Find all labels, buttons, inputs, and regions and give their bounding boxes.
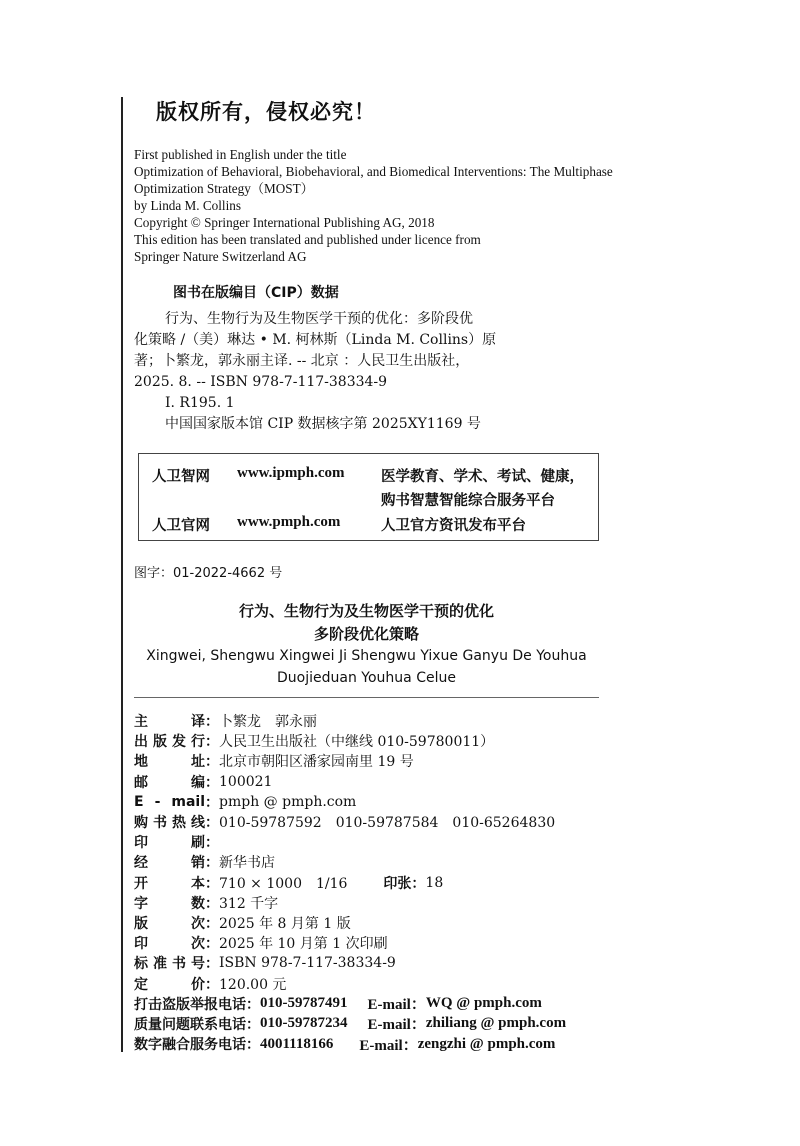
- quality-email-label: E-mail：: [367, 1017, 426, 1034]
- info-row-digital: [134, 1034, 566, 1054]
- quality-label: 质量问题联系电话：: [134, 1016, 260, 1033]
- info-row-piracy: [134, 994, 566, 1014]
- original-line: by Linda M. Collins: [134, 198, 241, 213]
- piracy-email-label: E-mail：: [367, 997, 426, 1014]
- divider: [134, 697, 599, 698]
- translators: 卜繁龙 郭永丽: [219, 714, 317, 731]
- copyright-registration: 图字：01-2022-4662 号: [134, 566, 283, 581]
- website-url: www.pmph.com: [237, 514, 341, 530]
- info-row-publisher: 出 版 发 行 ： 人民卫生出版社（中继线 010-59780011）: [134, 731, 566, 751]
- info-row-price: 定 价 ： 120.00 元: [134, 973, 566, 993]
- book-title-pinyin: Xingwei, Shengwu Xingwei Ji Shengwu Yixue Ganyu De Youhua: [146, 648, 587, 664]
- cip-heading: 图书在版编目（CIP）数据: [173, 285, 339, 301]
- info-row-email: E - mail ： pmph @ pmph.com: [134, 793, 357, 811]
- words: 312 千字: [219, 895, 279, 912]
- website-desc: 医学教育、学术、考试、健康，: [381, 469, 584, 485]
- info-row-quality: [134, 1014, 566, 1034]
- cip-line: 著；卜繁龙，郭永丽主译. -- 北京 ：人民卫生出版社，: [134, 353, 470, 369]
- quality-email: zhiliang @ pmph.com: [425, 1015, 567, 1032]
- cip-line: 行为、生物行为及生物医学干预的优化：多阶段优: [165, 311, 473, 327]
- info-row-hotline: 购 书 热 线 ： 010-59787592 010-59787584 010-65264830: [134, 812, 566, 832]
- digital-label: 数字融合服务电话：: [134, 1037, 260, 1054]
- info-row-address: 地 址 ： 北京市朝阳区潘家园南里 19 号: [134, 751, 566, 771]
- book-subtitle-cn: 多阶段优化策略: [313, 625, 419, 643]
- info-row-translators: 主 译 ： 卜繁龙 郭永丽: [134, 711, 566, 731]
- publication-info: [134, 711, 566, 1054]
- cip-line: 中国国家版本馆 CIP 数据核字第 2025XY1169 号: [165, 416, 481, 432]
- original-line: This edition has been translated and published under licence from: [134, 232, 481, 247]
- piracy-email: WQ @ pmph.com: [425, 995, 542, 1012]
- cip-line: 化策略 /（美）琳达 • M. 柯林斯（Linda M. Collins）原: [134, 332, 497, 348]
- book-title-cn: 行为、生物行为及生物医学干预的优化: [238, 602, 494, 620]
- original-edition-block: [134, 146, 613, 265]
- info-row-format: 开 本 ： 710 × 1000 1/16 印张： 18: [134, 874, 444, 892]
- email: pmph @ pmph.com: [219, 793, 357, 810]
- sheets: 18: [425, 874, 444, 891]
- piracy-label: 打击盗版举报电话：: [134, 996, 260, 1013]
- website-name: 人卫智网: [152, 469, 210, 485]
- info-row-printing: 印 刷 ：: [134, 835, 219, 852]
- piracy-phone: 010-59787491: [260, 995, 348, 1012]
- cip-line: 2025. 8. -- ISBN 978-7-117-38334-9: [134, 374, 388, 390]
- distributor: 新华书店: [219, 855, 275, 872]
- original-line: Springer Nature Switzerland AG: [134, 249, 307, 264]
- website-desc: 人卫官方资讯发布平台: [381, 518, 526, 534]
- website-box: [138, 453, 599, 541]
- impression: 2025 年 10 月第 1 次印刷: [219, 936, 388, 953]
- digital-email-label: E-mail：: [359, 1037, 418, 1054]
- cip-record: [134, 309, 496, 435]
- original-line: First published in English under the title: [134, 147, 347, 162]
- info-row-distributor: 经 销 ： 新华书店: [134, 852, 566, 872]
- info-row-isbn: 标 准 书 号 ： ISBN 978-7-117-38334-9: [134, 955, 396, 973]
- quality-phone: 010-59787234: [260, 1015, 348, 1032]
- isbn: ISBN 978-7-117-38334-9: [219, 955, 396, 972]
- hotline: 010-59787592 010-59787584 010-65264830: [219, 815, 556, 832]
- info-row-edition: 版 次 ： 2025 年 8 月第 1 版: [134, 913, 566, 933]
- info-row-words: 字 数 ： 312 千字: [134, 893, 566, 913]
- edition: 2025 年 8 月第 1 版: [219, 915, 351, 932]
- website-desc: 购书智慧智能综合服务平台: [381, 493, 555, 509]
- book-subtitle-pinyin: Duojieduan Youhua Celue: [277, 670, 456, 686]
- cip-line: Ⅰ. R195. 1: [165, 395, 235, 411]
- digital-email: zengzhi @ pmph.com: [417, 1035, 556, 1052]
- info-row-impression: 印 次 ： 2025 年 10 月第 1 次印刷: [134, 933, 566, 953]
- copyright-notice: 版权所有，侵权必究！: [156, 100, 376, 124]
- original-line: Optimization Strategy（MOST）: [134, 181, 314, 196]
- original-line: Optimization of Behavioral, Biobehavioral, and Biomedical Interventions: The Multiphase: [134, 164, 613, 179]
- address: 北京市朝阳区潘家园南里 19 号: [219, 754, 414, 771]
- format: 710 × 1000 1/16: [219, 875, 348, 892]
- info-row-postcode: 邮 编 ： 100021: [134, 773, 273, 791]
- margin-rule: [121, 97, 123, 1052]
- postcode: 100021: [219, 773, 273, 790]
- website-name: 人卫官网: [152, 518, 210, 534]
- digital-phone: 4001118166: [260, 1035, 334, 1052]
- sheets-label: 印张：: [383, 875, 426, 892]
- original-line: Copyright © Springer International Publishing AG, 2018: [134, 215, 435, 230]
- price: 120.00 元: [219, 976, 287, 993]
- publisher: 人民卫生出版社（中继线 010-59780011）: [219, 734, 495, 751]
- website-url: www.ipmph.com: [237, 465, 345, 481]
